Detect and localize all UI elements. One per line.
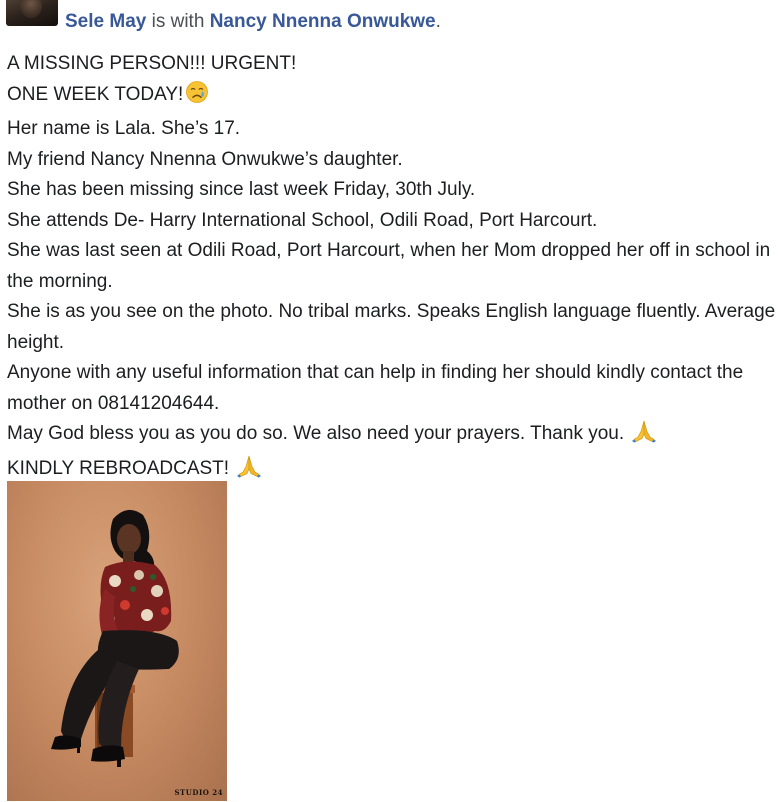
post-line: My friend Nancy Nnenna Onwukwe’s daughter.	[7, 148, 403, 170]
crying-face-icon	[185, 80, 209, 115]
photo-watermark: STUDIO 24	[174, 788, 223, 797]
author-avatar[interactable]	[6, 0, 58, 26]
header-connector: is with	[151, 11, 205, 32]
post-line: She is as you see on the photo. No tribal marks. Speaks English language fluently. Average height.	[7, 301, 776, 353]
post-line: She attends De- Harry International School, Odili Road, Port Harcourt.	[7, 209, 598, 231]
author-name-link[interactable]: Sele May	[65, 11, 147, 32]
folded-hands-icon	[631, 419, 657, 454]
post-line: ONE WEEK TODAY!	[7, 80, 777, 115]
missing-person-photo[interactable]	[7, 481, 227, 801]
post-line: Anyone with any useful information that can help in finding her should kindly contact the mother on 08141204644.	[7, 362, 744, 414]
post-line: A MISSING PERSON!!! URGENT!	[7, 53, 297, 74]
post-header-line	[65, 11, 441, 33]
post-line: She was last seen at Odili Road, Port Harcourt, when her Mom dropped her off in school in the morning.	[7, 240, 771, 292]
post-line: Her name is Lala. She’s 17.	[7, 118, 241, 139]
tagged-person-link[interactable]: Nancy Nnenna Onwukwe	[209, 11, 436, 32]
photo-illustration	[7, 481, 227, 801]
post-line: May God bless you as you do so. We also need your prayers. Thank you.	[7, 419, 777, 454]
post-line: KINDLY REBROADCAST!	[7, 454, 777, 489]
post-line: She has been missing since last week Friday, 30th July.	[7, 179, 476, 200]
post-header	[0, 0, 782, 40]
folded-hands-icon	[236, 454, 262, 489]
post-text	[7, 49, 777, 488]
header-suffix: .	[435, 11, 441, 32]
